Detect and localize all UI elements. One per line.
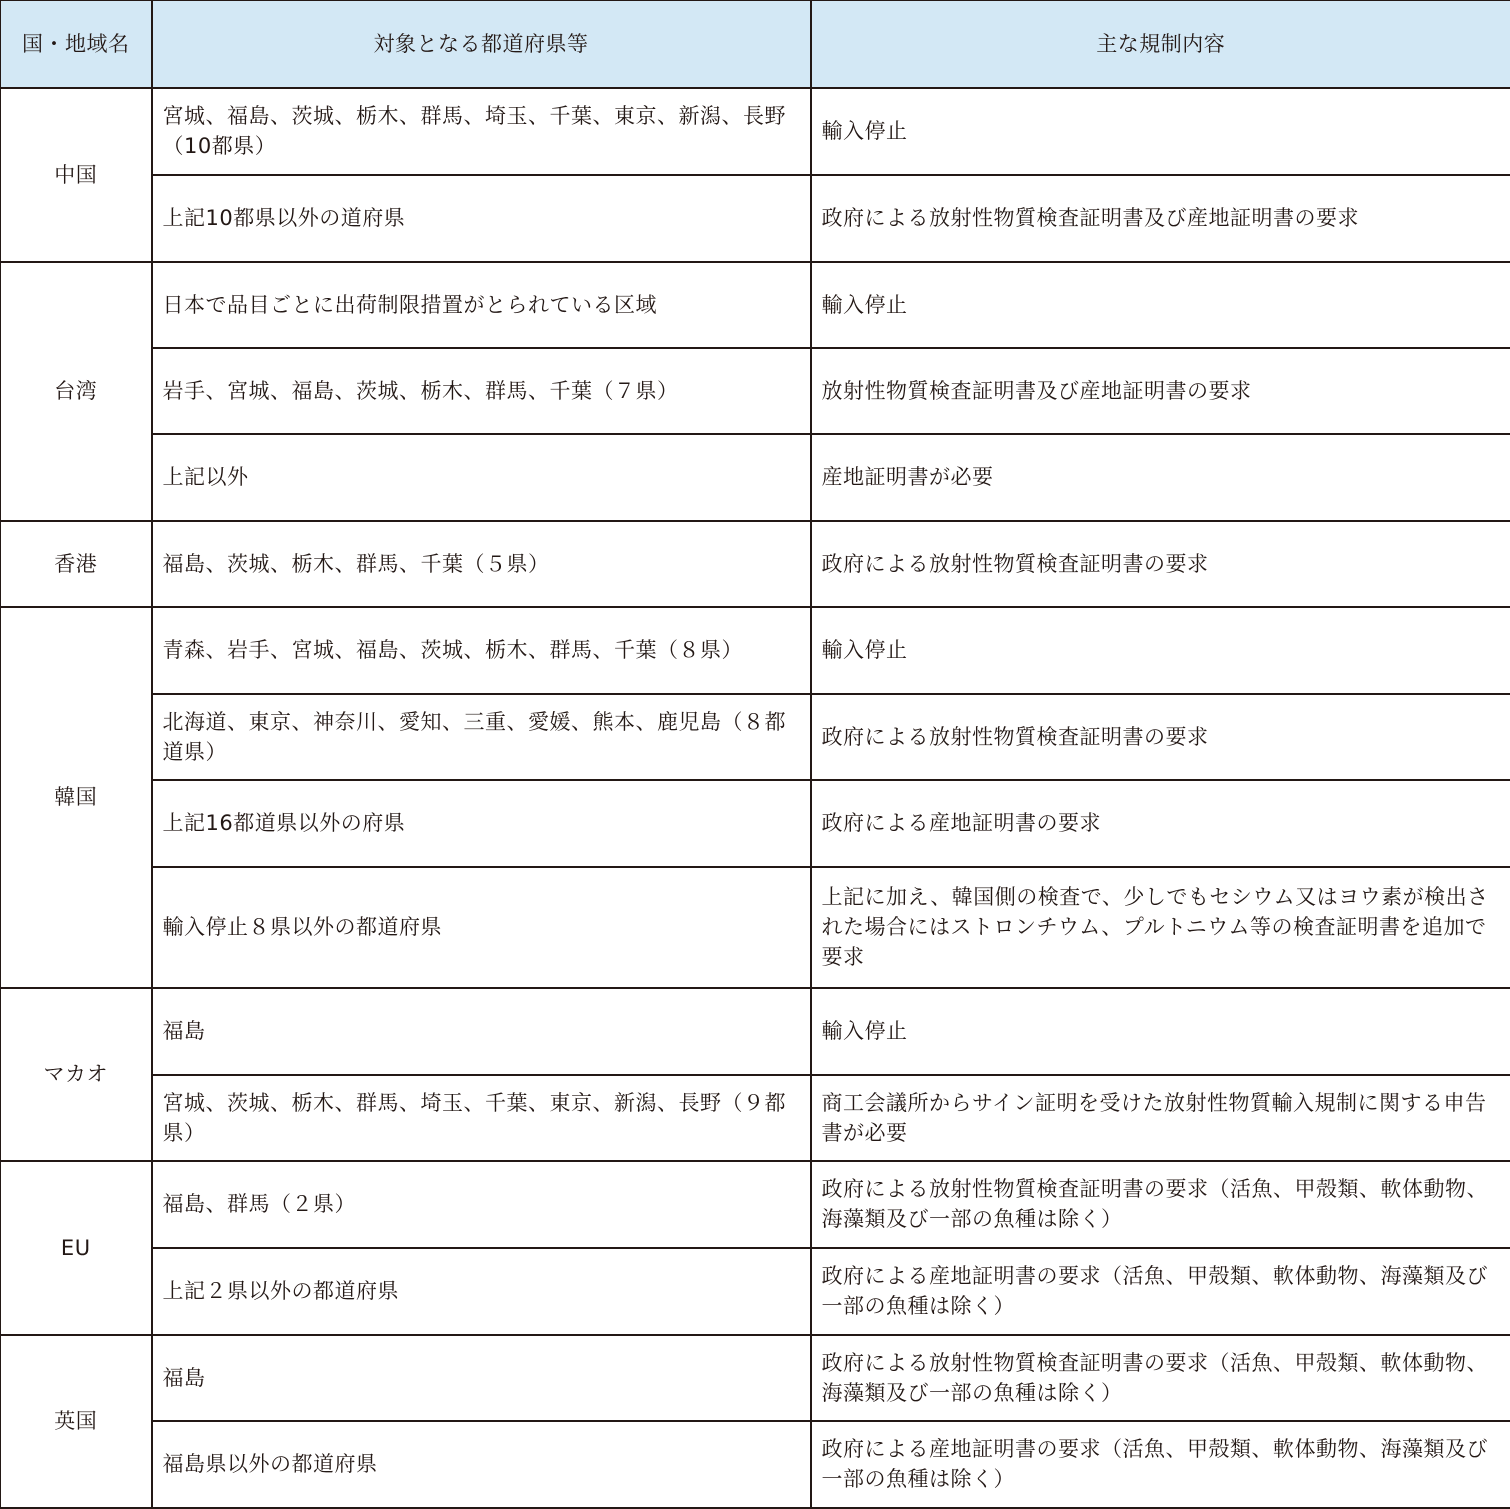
regulation-cell: 政府による放射性物質検査証明書の要求 — [811, 694, 1510, 780]
table-row — [1, 348, 1510, 434]
header-country: 国・地域名 — [1, 1, 152, 88]
regulation-cell: 政府による産地証明書の要求（活魚、甲殻類、軟体動物、海藻類及び一部の魚種は除く） — [811, 1248, 1510, 1335]
table-row — [1, 867, 1510, 988]
table-row — [1, 988, 1510, 1075]
table-row — [1, 262, 1510, 348]
table-row — [1, 1421, 1510, 1508]
target-area-cell: 福島 — [152, 988, 811, 1075]
table-row — [1, 780, 1510, 867]
table-row — [1, 1075, 1510, 1161]
target-area-cell: 福島、群馬（２県） — [152, 1161, 811, 1248]
header-rule: 主な規制内容 — [811, 1, 1510, 88]
country-cell: 英国 — [1, 1335, 152, 1508]
regulation-cell: 輸入停止 — [811, 607, 1510, 694]
country-cell: マカオ — [1, 988, 152, 1161]
regulation-cell: 産地証明書が必要 — [811, 434, 1510, 521]
country-cell: EU — [1, 1161, 152, 1335]
target-area-cell: 福島、茨城、栃木、群馬、千葉（５県） — [152, 521, 811, 607]
regulation-cell: 政府による放射性物質検査証明書の要求 — [811, 521, 1510, 607]
target-area-cell: 上記16都道県以外の府県 — [152, 780, 811, 867]
country-cell: 香港 — [1, 521, 152, 607]
target-area-cell: 北海道、東京、神奈川、愛知、三重、愛媛、熊本、鹿児島（８都道県） — [152, 694, 811, 780]
target-area-cell: 宮城、茨城、栃木、群馬、埼玉、千葉、東京、新潟、長野（９都県） — [152, 1075, 811, 1161]
table-row — [1, 1335, 1510, 1421]
header-area: 対象となる都道府県等 — [152, 1, 811, 88]
target-area-cell: 青森、岩手、宮城、福島、茨城、栃木、群馬、千葉（８県） — [152, 607, 811, 694]
table-row — [1, 607, 1510, 694]
regulation-cell: 政府による産地証明書の要求 — [811, 780, 1510, 867]
regulation-cell: 商工会議所からサイン証明を受けた放射性物質輸入規制に関する申告書が必要 — [811, 1075, 1510, 1161]
target-area-cell: 輸入停止８県以外の都道府県 — [152, 867, 811, 988]
table-body — [1, 88, 1510, 1508]
target-area-cell: 岩手、宮城、福島、茨城、栃木、群馬、千葉（７県） — [152, 348, 811, 434]
regulation-cell: 政府による放射性物質検査証明書及び産地証明書の要求 — [811, 175, 1510, 262]
target-area-cell: 宮城、福島、茨城、栃木、群馬、埼玉、千葉、東京、新潟、長野（10都県） — [152, 88, 811, 175]
table-row — [1, 521, 1510, 607]
regulation-cell: 上記に加え、韓国側の検査で、少しでもセシウム又はヨウ素が検出された場合にはストロンチウム、プルトニウム等の検査証明書を追加で要求 — [811, 867, 1510, 988]
table-row — [1, 175, 1510, 262]
target-area-cell: 福島 — [152, 1335, 811, 1421]
target-area-cell: 上記10都県以外の道府県 — [152, 175, 811, 262]
target-area-cell: 福島県以外の都道府県 — [152, 1421, 811, 1508]
regulation-cell: 輸入停止 — [811, 88, 1510, 175]
table-row — [1, 88, 1510, 175]
regulation-cell: 放射性物質検査証明書及び産地証明書の要求 — [811, 348, 1510, 434]
regulation-cell: 政府による放射性物質検査証明書の要求（活魚、甲殻類、軟体動物、海藻類及び一部の魚種は除く） — [811, 1335, 1510, 1421]
table-header — [1, 1, 1510, 88]
country-cell: 中国 — [1, 88, 152, 262]
regulation-cell: 輸入停止 — [811, 262, 1510, 348]
regulation-cell: 政府による放射性物質検査証明書の要求（活魚、甲殻類、軟体動物、海藻類及び一部の魚種は除く） — [811, 1161, 1510, 1248]
country-cell: 韓国 — [1, 607, 152, 988]
target-area-cell: 上記以外 — [152, 434, 811, 521]
table-row — [1, 434, 1510, 521]
table-row — [1, 1161, 1510, 1248]
regulation-cell: 輸入停止 — [811, 988, 1510, 1075]
target-area-cell: 上記２県以外の都道府県 — [152, 1248, 811, 1335]
table-row — [1, 694, 1510, 780]
country-cell: 台湾 — [1, 262, 152, 521]
header-row — [1, 1, 1510, 88]
target-area-cell: 日本で品目ごとに出荷制限措置がとられている区域 — [152, 262, 811, 348]
table-row — [1, 1248, 1510, 1335]
regulation-cell: 政府による産地証明書の要求（活魚、甲殻類、軟体動物、海藻類及び一部の魚種は除く） — [811, 1421, 1510, 1508]
